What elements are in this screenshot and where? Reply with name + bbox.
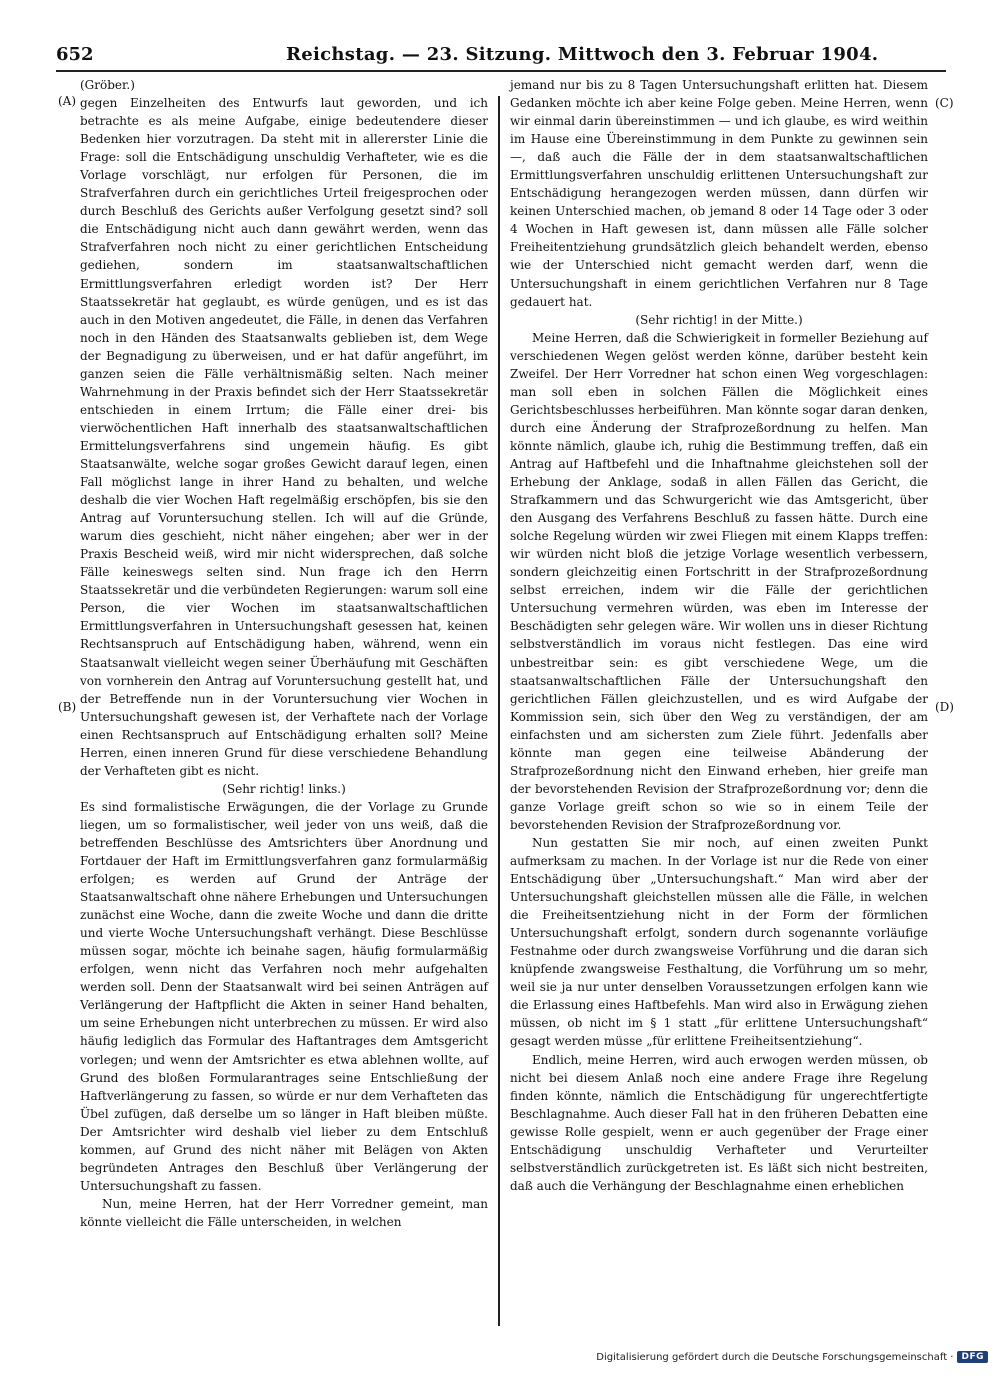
right-paragraph: Nun gestatten Sie mir noch, auf einen zweiten Punkt aufmerksam zu machen. In der Vorlage ist nur die Rede von einer Entschädigung über „Untersuchungshaft.“ Man wird aber der Untersuchungshaft gleichstellen müssen alle die Fälle, in welchen die Freiheitsentziehung nicht in der Form der förmlichen Untersuchungshaft erfolgt, sondern durch sogenannte vorläufige Festnahme oder durch zwangsweise Vorführung und die daran sich knüpfende zwangsweise Festhaltung, die Vorführung um so mehr, weil sie ja nur unter denselben Voraussetzungen erfolgen kann wie die Erlassung eines Haftbefehls. Man wird also in Erwägung ziehen müssen, ob nicht im § 1 statt „für erlittene Untersuchungshaft“ gesagt werden müsse „für erlittene Freiheitsentziehung“. [510,835,928,1049]
right-column [510,76,928,1195]
page-number: 652 [56,44,94,65]
left-paragraph: Nun, meine Herren, hat der Herr Vorredner gemeint, man könnte vielleicht die Fälle unterscheiden, in welchen [80,1196,488,1229]
left-paragraph: Es sind formalistische Erwägungen, die der Vorlage zu Grunde liegen, um so formalistischer, weil jeder von uns weiß, daß die betreffenden Beschlüsse des Amtsrichters über Anordnung und Fortdauer der Haft im Ermittlungsverfahren ganz formularmäßig erfolgen; es werden auf Grund der Anträge der Staatsanwaltschaft ohne nähere Erhebungen und Untersuchungen zunächst eine Woche, dann die zweite Woche und dann die dritte und vierte Woche Untersuchungshaft verhängt. Diese Beschlüsse müssen sogar, möchte ich beinahe sagen, häufig formularmäßig erfolgen, wenn nicht das Verfahren noch mehr aufgehalten werden soll. Denn der Staatsanwalt wird bei seinen Anträgen auf Verlängerung der Haftpflicht die Akten in seiner Hand behalten, um seine Erhebungen nicht unterbrechen zu müssen. Er wird also häufig lediglich das Formular des Haftantrages dem Amtsgericht vorlegen; und wenn der Amtsrichter es etwa ablehnen wollte, auf Grund des bloßen Formularantrages seine Entschließung der Haftverlängerung zu fassen, so würde er nur dem Verhafteten das Übel zufügen, daß derselbe um so länger in Haft bleiben müßte. Der Amtsrichter wird deshalb viel lieber zu dem Entschluß kommen, auf Grund des nicht näher mit Belägen von Akten begründeten Antrages den Beschluß über Verlängerung der Untersuchungshaft zu fassen. [80,799,488,1193]
margin-marker-b: (B) [58,700,77,714]
margin-marker-d: (D) [935,700,954,714]
speaker-name: (Gröber.) [80,78,135,92]
page-title: Reichstag. — 23. Sitzung. Mittwoch den 3. Februar 1904. [286,44,879,65]
left-paragraph: gegen Einzelheiten des Entwurfs laut geworden, und ich betrachte es als meine Aufgabe, einige bedeutendere dieser Bedenken hier vorzutragen. Da steht mit in allererster Linie die Frage: soll die Entschädigung unschuldig Verhafteter, wie es die Vorlage vorschlägt, nur erfolgen für Personen, die im Strafverfahren durch ein gerichtliches Urteil freigesprochen oder durch Beschluß des Gerichts außer Verfolgung gesetzt sind? soll die Entschädigung nicht auch dann gewährt werden, wenn das Strafverfahren noch nicht zu einer gerichtlichen Entscheidung gediehen, sondern im staatsanwaltschaftlichen Ermittlungsverfahren erledigt worden ist? Der Herr Staatssekretär hat geglaubt, es würde genügen, und es ist das auch in den Motiven angedeutet, die Fälle, in denen das Verfahren noch in den Händen des Staatsanwalts geblieben ist, dem Wege der Begnadigung zu überweisen, und er hat dafür angeführt, im ganzen seien die Fälle verhältnismäßig selten. Nach meiner Wahrnehmung in der Praxis befindet sich der Herr Staatssekretär entschieden in einem Irrtum; die Fälle einer drei- bis vierwöchentlichen Haft innerhalb des staatsanwaltschaftlichen Ermittelungsverfahrens sind ungemein häufig. Es gibt Staatsanwälte, welche sogar großes Gewicht darauf legen, einen Fall möglichst lange in ihrer Hand zu behalten, und welche deshalb die vier Wochen Haft regelmäßig erschöpfen, bis sie den Antrag auf Voruntersuchung stellen. Ich will auf die Gründe, warum dies geschieht, nicht näher eingehen; aber wer in der Praxis Bescheid weiß, wird mir nicht widersprechen, daß solche Fälle keineswegs selten sind. Nun frage ich den Herrn Staatssekretär und die verbündeten Regierungen: warum soll eine Person, die vier Wochen im staatsanwaltschaftlichen Ermittlungsverfahren in Untersuchungshaft gesessen hat, keinen Rechtsanspruch auf Entschädigung haben, während, wenn ein Staatsanwalt vielleicht wegen seiner Überhäufung mit Geschäften von vornherein den Antrag auf Voruntersuchung gestellt hat, und der Betreffende nun in der Voruntersuchung vier Wochen in Untersuchungshaft gewesen ist, der Verhaftete nach der Vorlage einen Rechtsanspruch auf Entschädigung erhalten soll? Meine Herren, einen inneren Grund für diese verschiedene Behandlung der Verhafteten gibt es nicht. [80,96,488,778]
footer-credit [596,1351,988,1363]
left-column [80,76,488,1231]
margin-marker-c: (C) [935,96,954,110]
column-divider [498,96,500,1326]
right-paragraph: Meine Herren, daß die Schwierigkeit in formeller Beziehung auf verschiedenen Wegen gelöst werden könne, darüber besteht kein Zweifel. Der Herr Vorredner hat schon einen Weg vorgeschlagen: man soll eben in solchen Fällen die Möglichkeit eines Gerichtsbeschlusses herbeiführen. Man könnte sogar daran denken, durch eine Änderung der Strafprozeßordnung zu helfen. Man könnte nämlich, glaube ich, ruhig die Bestimmung treffen, daß ein Antrag auf Haftbefehl und die Inhaftnahme gleichstehen soll der Erhebung der Anklage, sodaß in allen Fällen das Gericht, die Strafkammern und das Schwurgericht wie das Amtsgericht, über den Ausgang des Verfahrens Beschluß zu fassen hätte. Durch eine solche Regelung würden wir zwei Fliegen mit einem Klapps treffen: wir würden nicht bloß die jetzige Vorlage wesentlich verbessern, sondern gleichzeitig einen Fortschritt in der Strafprozeßordnung selbst erreichen, indem wir die Fälle der gerichtlichen Untersuchung vermehren würden, was eben im Interesse der Beschädigten sehr gelegen wäre. Wir wollen uns in dieser Richtung selbstverständlich im voraus nicht festlegen. Das eine wird unbestreitbar sein: es gibt verschiedene Wege, um die staatsanwaltschaftlichen Fälle der Untersuchungshaft den gerichtlichen Fällen gleichzustellen, und es wird Aufgabe der Kommission sein, sich über den Weg zu verständigen, der am einfachsten und am sichersten zum Ziele führt. Jedenfalls aber könnte man gegen eine teilweise Abänderung der Strafprozeßordnung nicht den Einwand erheben, hier greife man der bevorstehenden Revision der Strafprozeßordnung vor; denn die ganze Vorlage greift schon so wie so in einem Teile der bevorstehenden Revision der Strafprozeßordnung vor. [510,330,928,832]
margin-marker-a: (A) [58,94,77,108]
right-paragraph: (Sehr richtig! in der Mitte.) [635,312,803,327]
right-paragraph: jemand nur bis zu 8 Tagen Untersuchungshaft erlitten hat. Diesem Gedanken möchte ich aber keine Folge geben. Meine Herren, wenn wir einmal darin übereinstimmen — und ich glaube, es wird weithin im Hause eine Übereinstimmung in dem Punkte zu gewinnen sein —, daß auch die Fälle der in dem staatsanwaltschaftlichen Ermittlungsverfahren unschuldig erlittenen Untersuchungshaft zur Entschädigung herangezogen werden müssen, dann dürfen wir keinen Unterschied machen, ob jemand 8 oder 14 Tage oder 3 oder 4 Wochen in Haft gewesen ist, dann müssen alle Fälle solcher Freiheitentziehung grundsätzlich gleich behandelt werden, ebenso wie der Unterschied nicht gemacht werden darf, wenn die Untersuchungshaft in einem gerichtlichen Verfahren nur 8 Tage gedauert hat. [510,78,928,309]
right-paragraph: Endlich, meine Herren, wird auch erwogen werden müssen, ob nicht bei diesem Anlaß noch eine andere Frage ihre Regelung finden könnte, nämlich die Entschädigung für ungerechtfertigte Beschlagnahme. Auch dieser Fall hat in den früheren Debatten eine gewisse Rolle gespielt, wenn er auch gegenüber der Frage einer Entschädigung unschuldig Verhafteter und Verurteilter selbstverständlich zurückgetreten ist. Es läßt sich nicht bestreiten, daß auch die Verhängung der Beschlagnahme einen erheblichen [510,1052,928,1193]
page-header [56,44,946,72]
dfg-logo: DFG [957,1351,988,1363]
header-rule [56,70,946,72]
left-paragraph: (Sehr richtig! links.) [222,781,346,796]
footer-text: Digitalisierung gefördert durch die Deutsche Forschungsgemeinschaft · [596,1351,954,1363]
